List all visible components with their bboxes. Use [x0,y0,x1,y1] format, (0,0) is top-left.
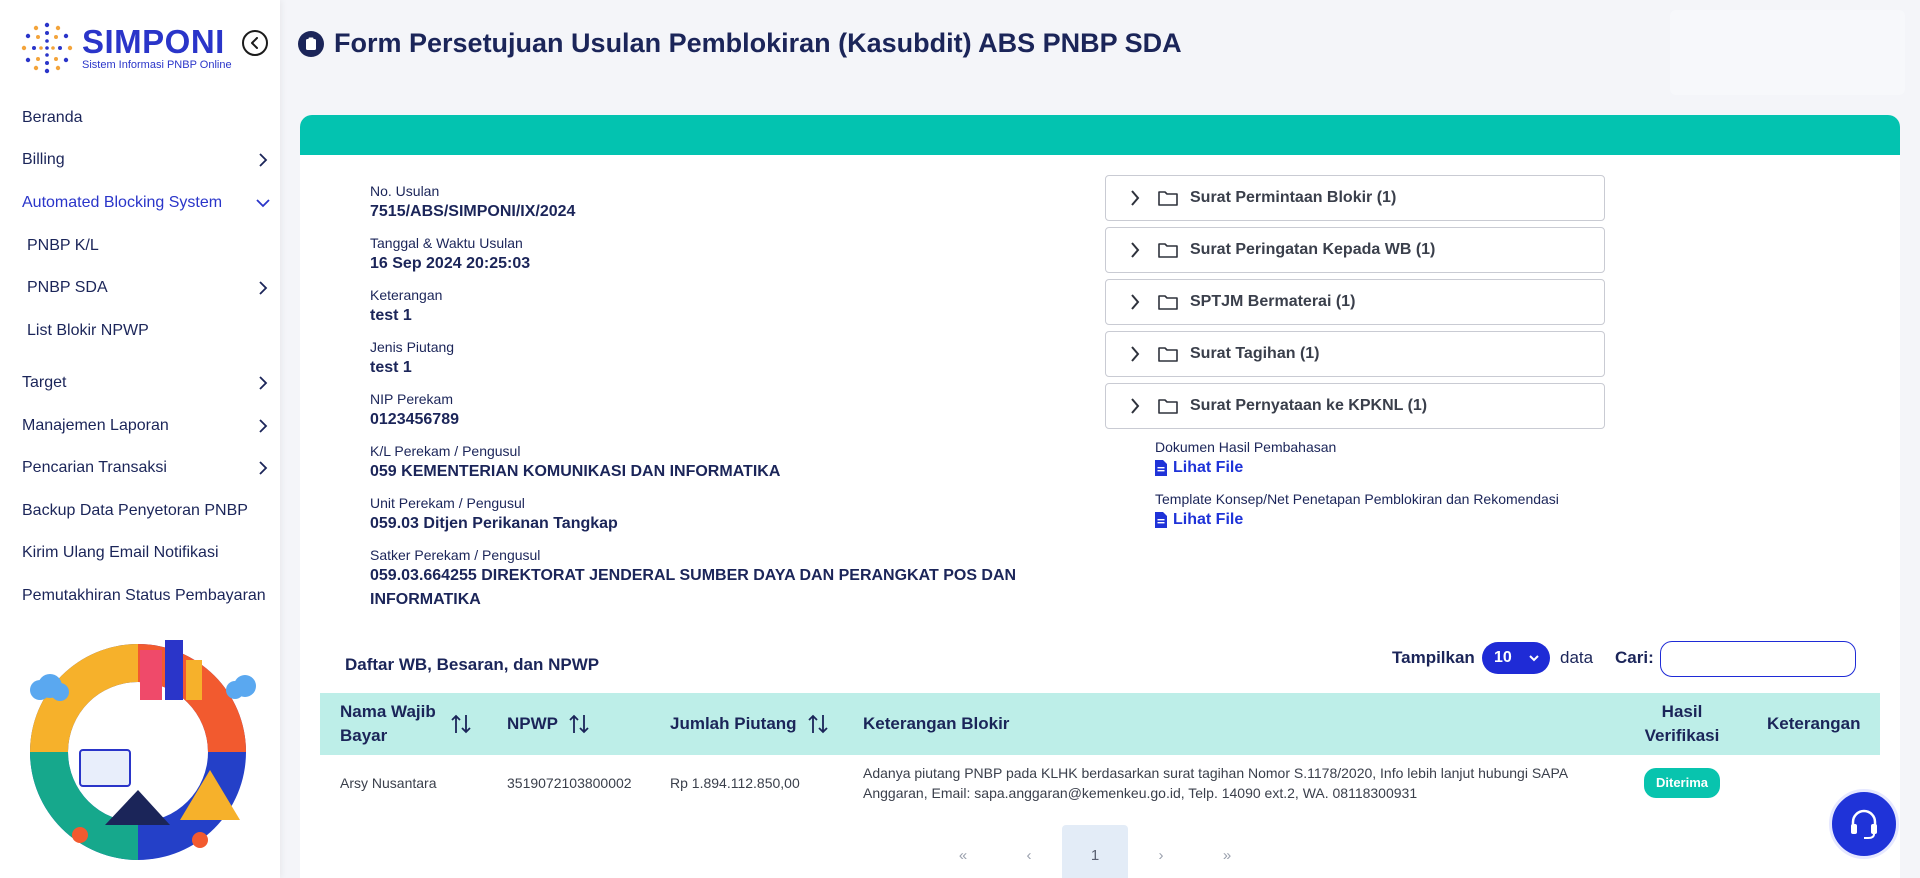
chevron-down-icon [1528,651,1540,669]
main-card [300,115,1900,878]
page-length-select[interactable] [1482,642,1550,674]
chevron-right-icon [1130,294,1144,310]
tanggal-label: Tanggal & Waktu Usulan [370,235,523,251]
accordion-surat-peringatan[interactable] [1105,227,1605,273]
sidebar-item-beranda[interactable] [0,100,280,136]
sidebar-item-label: PNBP SDA [27,279,108,296]
accordion-surat-pernyataan-kpknl[interactable] [1105,383,1605,429]
satker-value: 059.03.664255 DIREKTORAT JENDERAL SUMBER DAYA DAN PERANGKAT POS DAN INFORMATIKA [370,567,1017,608]
sidebar-item-label: Backup Data Penyetoran PNBP [22,502,248,519]
sidebar-item-label: PNBP K/L [27,237,99,254]
jenis-piutang-value: test 1 [370,359,412,376]
column-keterangan: Keterangan [1767,714,1861,733]
chevron-right-icon [256,281,270,295]
column-label: Jumlah Piutang [670,714,797,733]
sidebar-item-label: Kirim Ulang Email Notifikasi [22,544,219,561]
chevron-right-icon [256,419,270,433]
last-page-button[interactable]: » [1222,846,1232,864]
folder-icon [1158,346,1180,362]
keterangan-value: test 1 [370,307,412,324]
kl-value: 059 KEMENTERIAN KOMUNIKASI DAN INFORMATIKA [370,463,781,480]
sidebar-item-label: Pemutakhiran Status Pembayaran [22,587,266,604]
sidebar-collapse-button[interactable] [242,30,268,56]
sidebar-item-pemutakhiran-status[interactable] [0,578,280,614]
chevron-right-icon [1130,242,1144,258]
folder-icon [1158,294,1180,310]
satker-label: Satker Perekam / Pengusul [370,547,541,563]
chevron-right-icon [256,376,270,390]
length-label: Tampilkan [1392,648,1475,667]
file-icon [1155,460,1167,476]
jenis-piutang-label: Jenis Piutang [370,339,455,355]
sidebar-item-label: Pencarian Transaksi [22,459,167,476]
sidebar-item-pencarian-transaksi[interactable] [0,450,280,486]
cell-keterangan-blokir: Adanya piutang PNBP pada KLHK berdasarkan surat tagihan Nomor S.1178/2020, Info lebih lanjut hubungi SAPA Anggaran, Email: sapa.anggaran@kemenkeu.go.id, Telp. 14090 ext.2, WA. 08118300931 [863,765,1568,801]
folder-icon [1158,242,1180,258]
keterangan-label: Keterangan [370,287,443,303]
accordion-label: Surat Pernyataan ke KPKNL (1) [1190,397,1428,414]
sidebar-item-label: Manajemen Laporan [22,417,169,434]
chevron-down-icon [256,196,270,210]
brand-subtitle: Sistem Informasi PNBP Online [82,58,232,71]
sidebar-item-automated-blocking-system[interactable] [0,185,280,221]
folder-icon [1158,398,1180,414]
accordion-surat-tagihan[interactable] [1105,331,1605,377]
help-chat-button[interactable] [1829,789,1899,859]
nip-value: 0123456789 [370,411,459,428]
cell-nama: Arsy Nusantara [340,775,437,791]
accordion-label: Surat Tagihan (1) [1190,345,1320,362]
sidebar-item-backup-data[interactable] [0,493,280,529]
accordion-label: Surat Permintaan Blokir (1) [1190,189,1397,206]
page-header [298,28,1182,59]
sidebar-item-label: Billing [22,151,65,168]
sidebar-illustration [10,630,265,875]
headset-icon [1846,806,1882,842]
tanggal-value: 16 Sep 2024 20:25:03 [370,255,531,272]
simponi-logo-icon [18,19,76,77]
no-usulan-label: No. Usulan [370,183,440,199]
status-badge: Diterima [1644,768,1720,798]
sort-icon [807,713,829,735]
sidebar-item-label: Target [22,374,67,391]
column-label: NPWP [507,714,558,733]
lihat-file-label: Lihat File [1173,459,1244,476]
cell-npwp: 3519072103800002 [507,775,632,791]
accordion-surat-permintaan-blokir[interactable] [1105,175,1605,221]
table-title: Daftar WB, Besaran, dan NPWP [345,655,600,674]
sidebar-item-pnbp-kl[interactable] [0,228,280,264]
column-npwp[interactable] [507,693,590,755]
table-row [320,755,1880,811]
page-title: Form Persetujuan Usulan Pemblokiran (Kasubdit) ABS PNBP SDA [334,28,1182,58]
file-icon [1155,512,1167,528]
topbar-area [1670,10,1905,95]
lihat-file-label: Lihat File [1173,511,1244,528]
page-length-value: 10 [1494,649,1512,666]
clipboard-icon [298,31,324,57]
sidebar-item-target[interactable] [0,365,280,401]
folder-icon [1158,190,1180,206]
column-keterangan-blokir: Keterangan Blokir [863,714,1010,733]
table-header [320,693,1880,755]
dokumen-hasil-link[interactable] [1155,459,1243,477]
chevron-right-icon [1130,346,1144,362]
unit-value: 059.03 Ditjen Perikanan Tangkap [370,515,618,532]
nip-label: NIP Perekam [370,391,453,407]
pagination [930,825,1260,878]
chevron-right-icon [256,153,270,167]
template-link[interactable] [1155,511,1243,529]
first-page-button[interactable]: « [958,846,968,864]
sidebar-item-label: Beranda [22,109,83,126]
accordion-label: Surat Peringatan Kepada WB (1) [1190,241,1436,258]
brand-title: SIMPONI [82,22,225,60]
sidebar-item-list-blokir-npwp[interactable] [0,313,280,349]
sidebar-item-pnbp-sda[interactable] [0,270,280,306]
prev-page-button[interactable]: ‹ [1026,846,1032,864]
card-header-band [300,115,1900,155]
column-jumlah-piutang[interactable] [670,693,829,755]
unit-label: Unit Perekam / Pengusul [370,495,525,511]
column-label: Nama Wajib Bayar [340,702,436,745]
simponi-logo[interactable] [18,18,238,78]
chevron-right-icon [1130,398,1144,414]
page-1-button[interactable]: 1 [1062,825,1128,878]
cell-hasil [1642,755,1722,811]
cell-jumlah: Rp 1.894.112.850,00 [670,775,800,791]
sort-icon [450,713,472,735]
chevron-left-icon [249,37,261,49]
sidebar [0,0,280,878]
next-page-button[interactable]: › [1158,846,1164,864]
search-label: Cari: [1615,648,1654,667]
search-input[interactable] [1660,641,1856,677]
sidebar-item-billing[interactable] [0,142,280,178]
column-hasil-verifikasi: Hasil Verifikasi [1644,702,1720,745]
sidebar-item-label: List Blokir NPWP [27,322,149,339]
sort-icon [568,713,590,735]
accordion-label: SPTJM Bermaterai (1) [1190,293,1356,310]
sidebar-item-kirim-ulang-email[interactable] [0,535,280,571]
chevron-right-icon [256,461,270,475]
chevron-right-icon [1130,190,1144,206]
template-label: Template Konsep/Net Penetapan Pemblokiran dan Rekomendasi [1155,491,1559,507]
no-usulan-value: 7515/ABS/SIMPONI/IX/2024 [370,203,576,220]
length-suffix: data [1560,648,1594,667]
column-nama-wajib-bayar[interactable] [340,693,480,755]
accordion-sptjm[interactable] [1105,279,1605,325]
dokumen-hasil-label: Dokumen Hasil Pembahasan [1155,439,1337,455]
sidebar-item-manajemen-laporan[interactable] [0,408,280,444]
sidebar-item-label: Automated Blocking System [22,194,223,211]
kl-label: K/L Perekam / Pengusul [370,443,521,459]
